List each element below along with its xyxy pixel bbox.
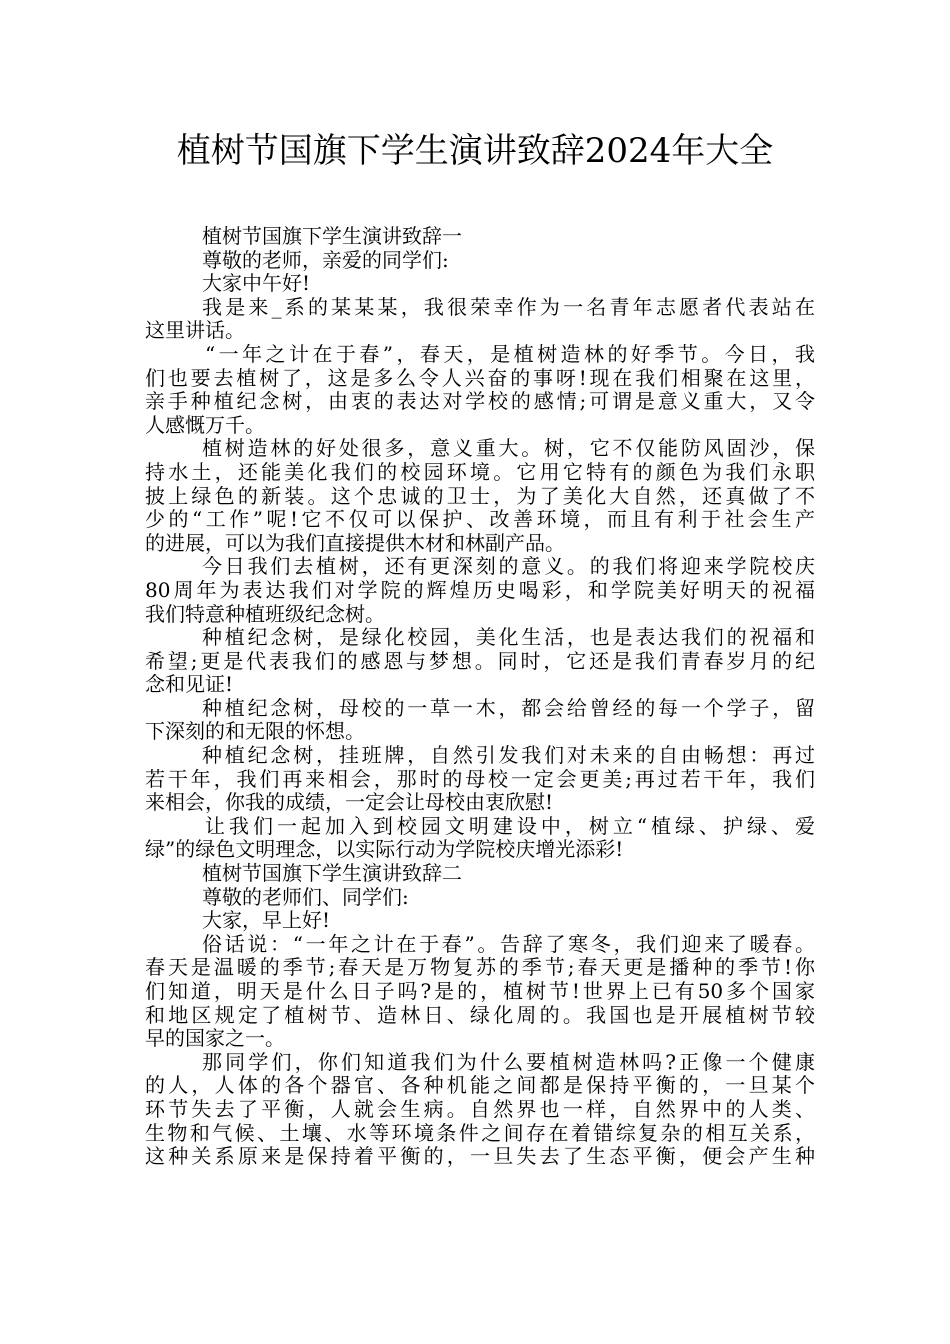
text-line: 希望;更是代表我们的感恩与梦想。同时，它还是我们青春岁月的纪 — [145, 648, 815, 673]
text-line: 念和见证! — [145, 672, 234, 697]
salutation: 尊敬的老师，亲爱的同学们: — [202, 247, 449, 272]
text-line: 这种关系原来是保持着平衡的，一旦失去了生态平衡，便会产生种 — [145, 1144, 815, 1169]
text-line: 来相会，你我的成绩，一定会让母校由衷欣慰! — [145, 790, 554, 815]
text-line: 那同学们，你们知道我们为什么要植树造林吗?正像一个健康 — [202, 1049, 815, 1074]
text-line: 和地区规定了植树节、造林日、绿化周的。我国也是开展植树节较 — [145, 1002, 815, 1027]
text-line: 持水土，还能美化我们的校园环境。它用它特有的颜色为我们永职 — [145, 459, 815, 484]
section-heading: 植树节国旗下学生演讲致辞二 — [202, 861, 462, 886]
text-line: 的进展，可以为我们直接提供木材和林副产品。 — [145, 530, 565, 555]
text-line: 绿”的绿色文明理念，以实际行动为学院校庆增光添彩! — [145, 837, 624, 862]
text-line: 种植纪念树，是绿化校园，美化生活，也是表达我们的祝福和 — [202, 625, 815, 650]
text-line: “一年之计在于春”，春天，是植树造林的好季节。今日，我 — [205, 341, 815, 366]
text-line: 我们特意种植班级纪念树。 — [145, 601, 385, 626]
text-line: 早的国家之一。 — [145, 1026, 285, 1051]
section-heading: 植树节国旗下学生演讲致辞一 — [202, 224, 462, 248]
text-line: 们知道，明天是什么日子吗?是的，植树节!世界上已有50多个国家 — [145, 979, 815, 1003]
text-line: 的人，人体的各个器官、各种机能之间都是保持平衡的，一旦某个 — [145, 1073, 815, 1098]
text-line: 人感慨万千。 — [145, 412, 265, 437]
text-line: 下深刻的和无限的怀想。 — [145, 719, 365, 744]
document-body — [145, 225, 815, 1169]
text-line: 环节失去了平衡，人就会生病。自然界也一样，自然界中的人类、 — [145, 1096, 815, 1121]
text-line: 生物和气候、土壤、水等环境条件之间存在着错综复杂的相互关系， — [145, 1120, 815, 1145]
greeting: 大家，早上好! — [202, 908, 331, 933]
text-line: 亲手种植纪念树，由衷的表达对学校的感情;可谓是意义重大，又令 — [145, 389, 815, 414]
document-title: 植树节国旗下学生演讲致辞2024年大全 — [176, 131, 774, 171]
text-line: 春天是温暖的季节;春天是万物复苏的季节;春天更是播种的季节!你 — [145, 955, 815, 980]
text-line: 我是来_系的某某某，我很荣幸作为一名青年志愿者代表站在 — [202, 294, 815, 319]
text-line: 若干年，我们再来相会，那时的母校一定会更美;再过若干年，我们 — [145, 766, 815, 791]
text-line: 少的“工作”呢!它不仅可以保护、改善环境，而且有利于社会生产 — [145, 507, 815, 532]
text-line: 今日我们去植树，还有更深刻的意义。的我们将迎来学院校庆 — [202, 554, 815, 579]
text-line: 俗话说：“一年之计在于春”。告辞了寒冬，我们迎来了暖春。 — [202, 931, 815, 956]
text-line: 披上绿色的新装。这个忠诚的卫士，为了美化大自然，还真做了不 — [145, 483, 815, 508]
text-line: 种植纪念树，挂班牌，自然引发我们对未来的自由畅想：再过 — [202, 743, 815, 768]
text-line: 们也要去植树了，这是多么令人兴奋的事呀!现在我们相聚在这里， — [145, 365, 815, 390]
greeting: 大家中午好! — [202, 271, 311, 296]
text-line: 80周年为表达我们对学院的辉煌历史喝彩，和学院美好明天的祝福 — [145, 577, 815, 602]
text-line: 这里讲话。 — [145, 318, 245, 343]
text-line: 植树造林的好处很多，意义重大。树，它不仅能防风固沙，保 — [202, 436, 815, 461]
text-line: 种植纪念树，母校的一草一木，都会给曾经的每一个学子，留 — [202, 695, 815, 720]
text-line: 让我们一起加入到校园文明建设中，树立“植绿、护绿、爱 — [205, 813, 815, 838]
salutation: 尊敬的老师们、同学们: — [202, 884, 409, 909]
